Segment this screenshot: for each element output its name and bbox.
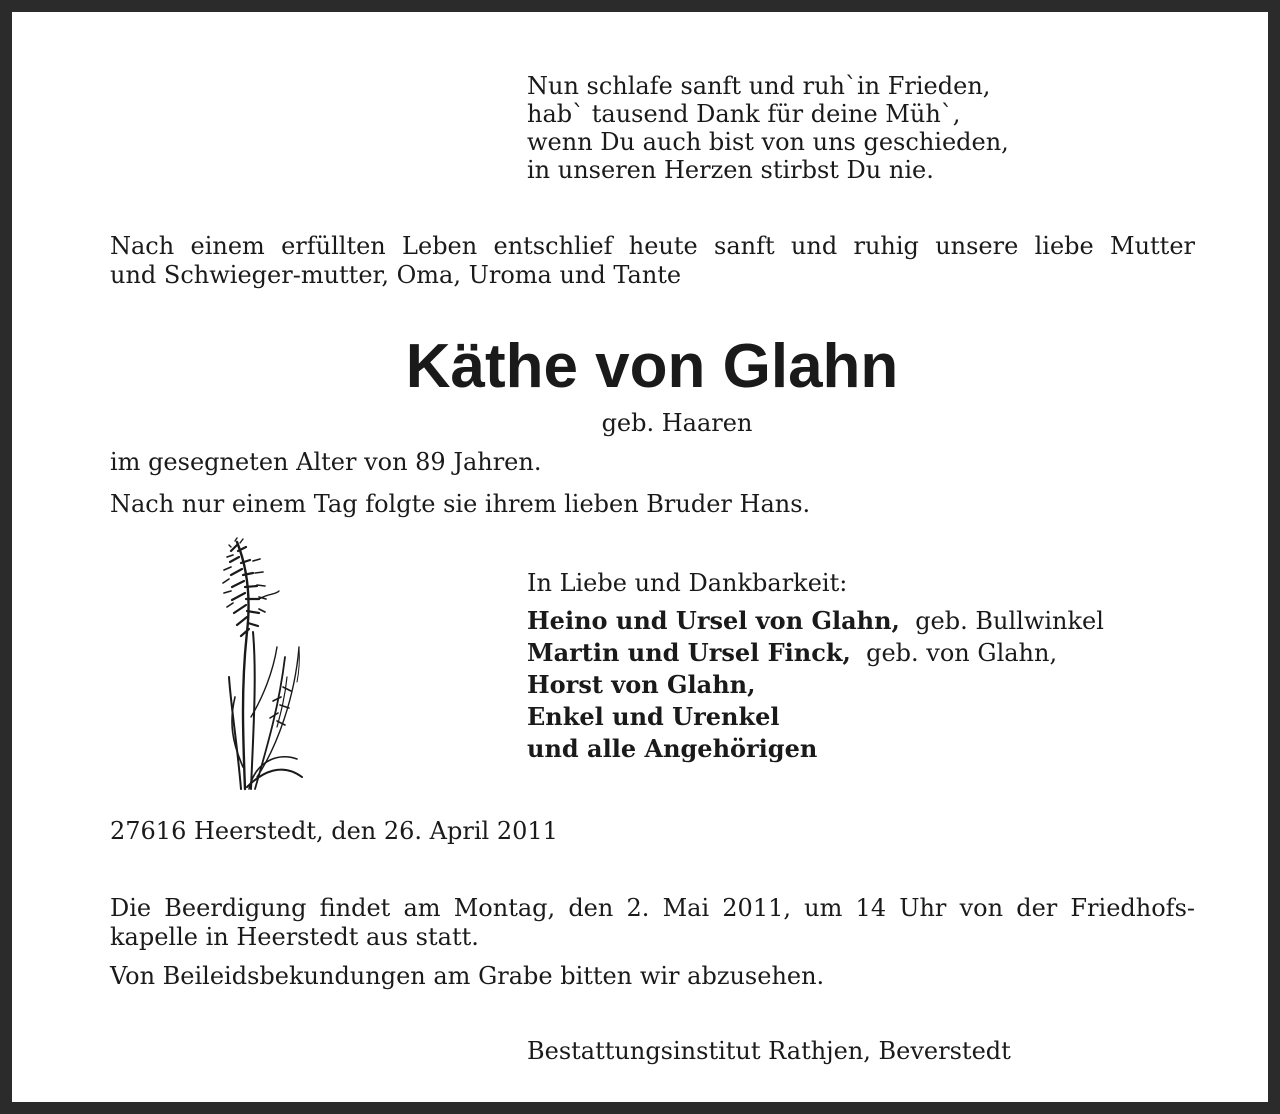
mourner-name: Enkel und Urenkel <box>527 702 780 731</box>
mourner-name: und alle Angehörigen <box>527 734 818 763</box>
funeral-info <box>110 894 1195 991</box>
list-item <box>527 605 1104 637</box>
mourner-name: Heino und Ursel von Glahn, <box>527 606 900 635</box>
list-item <box>527 733 1104 765</box>
list-item <box>527 669 1104 701</box>
memorial-poem <box>527 72 1009 184</box>
intro-paragraph <box>110 232 1195 290</box>
poem-line: Nun schlafe sanft und ruh`in Frieden, <box>527 72 991 100</box>
mourner-name: Martin und Ursel Finck, <box>527 638 851 667</box>
funeral-line: kapelle in Heerstedt aus statt. <box>110 923 479 951</box>
poem-line: wenn Du auch bist von uns geschieden, <box>527 128 1009 156</box>
mourners-heading: In Liebe und Dankbarkeit: <box>527 569 848 597</box>
poem-line: in unseren Herzen stirbst Du nie. <box>527 156 934 184</box>
followed-text: Nach nur einem Tag folgte sie ihrem lieben Bruder Hans. <box>110 490 811 518</box>
mourner-note: geb. Bullwinkel <box>915 607 1104 635</box>
list-item <box>527 701 1104 733</box>
intro-line: Nach einem erfüllten Leben entschlief heute sanft und ruhig unsere liebe Mutter <box>110 232 1195 260</box>
intro-line: und Schwieger-mutter, Oma, Uroma und Tante <box>110 261 682 289</box>
age-text: im gesegneten Alter von 89 Jahren. <box>110 448 542 476</box>
list-item <box>527 637 1104 669</box>
undertaker: Bestattungsinstitut Rathjen, Beverstedt <box>527 1037 1011 1065</box>
mourner-note: geb. von Glahn, <box>866 639 1058 667</box>
condolence-note: Von Beileidsbekundungen am Grabe bitten wir abzusehen. <box>110 962 825 990</box>
place-date: 27616 Heerstedt, den 26. April 2011 <box>110 817 558 845</box>
poem-line: hab` tausend Dank für deine Müh`, <box>527 100 961 128</box>
maiden-name: geb. Haaren <box>601 409 753 437</box>
funeral-line: Die Beerdigung findet am Montag, den 2. Mai 2011, um 14 Uhr von der Friedhofs- <box>110 894 1195 922</box>
mourners-list <box>527 567 1104 765</box>
grass-sprig-icon <box>207 537 317 792</box>
mourner-name: Horst von Glahn, <box>527 670 756 699</box>
deceased-name: Käthe von Glahn <box>405 332 899 401</box>
